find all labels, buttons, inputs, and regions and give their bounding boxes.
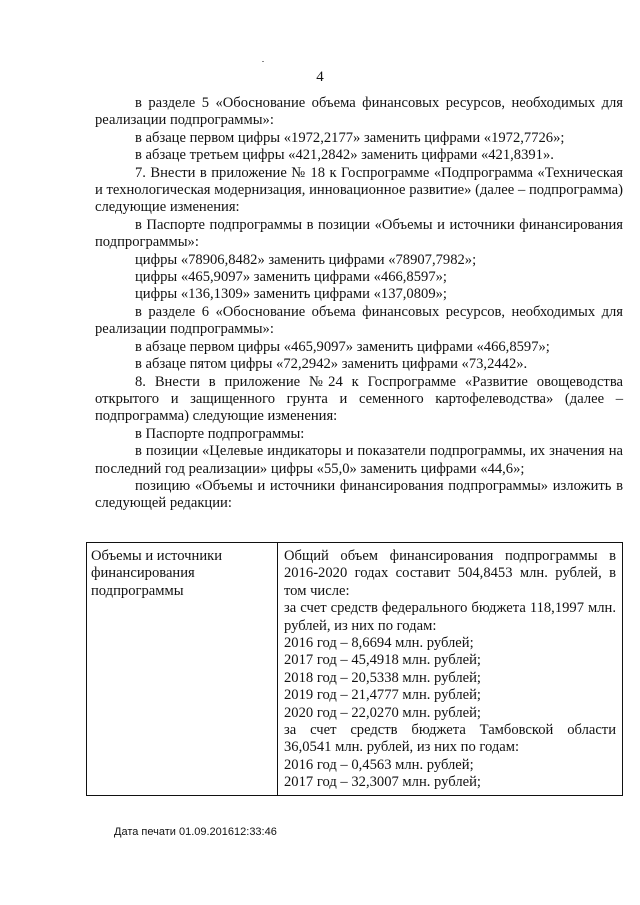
paragraph: цифры «78906,8482» заменить цифрами «78907,7982»; — [135, 251, 477, 268]
paragraph: в абзаце пятом цифры «72,2942» заменить цифрами «73,2442». — [135, 356, 528, 373]
table-line: 2018 год – 20,5338 млн. рублей; — [284, 669, 481, 686]
page-number: 4 — [316, 69, 324, 85]
table-line: 2019 год – 21,4777 млн. рублей; — [284, 687, 481, 704]
paragraph: позицию «Объемы и источники финансирования подпрограммы» изложить в следующей редакции: — [95, 477, 623, 512]
table-row — [87, 543, 623, 796]
document-body — [95, 95, 623, 513]
paragraph: 8. Внести в приложение №24 к Госпрограмме «Развитие овощеводства открытого и защищенного грунта и семенного картофелеводства» (далее – подпрограмма) следующие изменения: — [95, 373, 623, 425]
paragraph: в абзаце третьем цифры «421,2842» заменить цифрами «421,8391». — [135, 147, 554, 164]
table-line: за счет средств федерального бюджета 118,1997 млн. рублей, из них по годам: — [284, 600, 616, 634]
paragraph: в разделе 5 «Обоснование объема финансовых ресурсов, необходимых для реализации подпрограммы»: — [95, 95, 623, 129]
paragraph: в абзаце первом цифры «465,9097» заменить цифрами «466,8597»; — [135, 338, 550, 355]
paragraph: цифры «465,9097» заменить цифрами «466,8597»; — [135, 269, 447, 286]
paragraph: в абзаце первом цифры «1972,2177» заменить цифрами «1972,7726»; — [135, 129, 565, 146]
table-line: 2020 год – 22,0270 млн. рублей; — [284, 704, 481, 721]
table-line: Общий объем финансирования подпрограммы в 2016-2020 годах составит 504,8453 млн. рублей, в том числе: — [284, 548, 616, 599]
paragraph: в разделе 6 «Обоснование объема финансовых ресурсов, необходимых для реализации подпрограммы»: — [95, 303, 623, 338]
scan-speck — [262, 61, 264, 62]
table-line: за счет средств бюджета Тамбовской области 36,0541 млн. рублей, из них по годам: — [284, 722, 616, 756]
paragraph: в позиции «Целевые индикаторы и показатели подпрограммы, их значения на последний год реализации» цифры «55,0» заменить цифрами «44,6»; — [95, 443, 623, 477]
paragraph: 7. Внести в приложение № 18 к Госпрограмме «Подпрограмма «Техническая и технологическая модернизация, инновационное развитие» (далее – подпрограмма) следующие изменения: — [95, 164, 623, 216]
table-cell-content — [278, 543, 623, 796]
paragraph: цифры «136,1309» заменить цифрами «137,0809»; — [135, 286, 447, 303]
table-line: 2017 год – 45,4918 млн. рублей; — [284, 652, 481, 669]
table-line: 2016 год – 0,4563 млн. рублей; — [284, 756, 474, 773]
table-cell-label: Объемы и источники финансирования подпрограммы — [87, 543, 278, 796]
table-line: 2017 год – 32,3007 млн. рублей; — [284, 774, 481, 791]
table-line: 2016 год – 8,6694 млн. рублей; — [284, 635, 474, 652]
print-date-footer: Дата печати 01.09.201612:33:46 — [114, 826, 277, 838]
paragraph: в Паспорте подпрограммы в позиции «Объемы и источники финансирования подпрограммы»: — [95, 216, 623, 251]
funding-table — [86, 542, 623, 796]
paragraph: в Паспорте подпрограммы: — [135, 425, 305, 442]
